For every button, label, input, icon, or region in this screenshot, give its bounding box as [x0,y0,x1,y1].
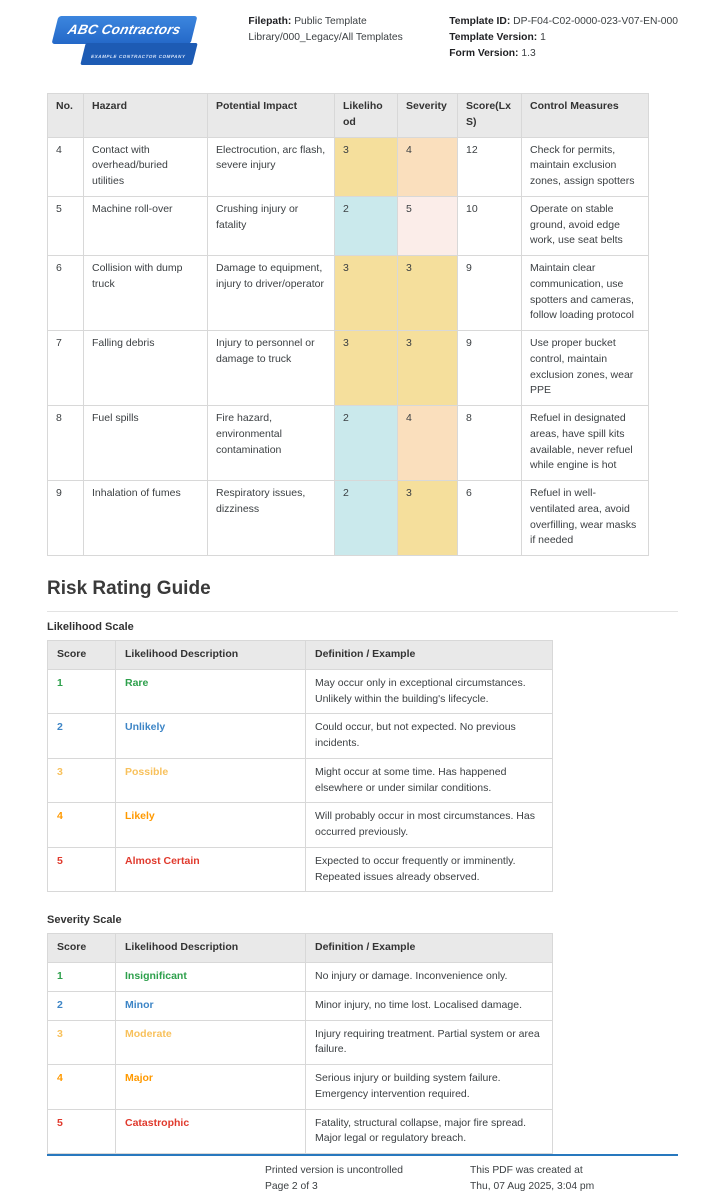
hazard-impact: Injury to personnel or damage to truck [208,331,335,406]
table-row [48,758,553,803]
hazard-controls: Maintain clear communication, use spotters and cameras, follow loading protocol [522,256,649,331]
filepath-label: Filepath: [248,16,292,27]
scale-definition: Could occur, but not expected. No previous incidents. [306,714,553,759]
form-version-value: 1.3 [521,47,536,59]
hazard-controls: Refuel in designated areas, have spill kits available, never refuel while engine is hot [522,406,649,481]
company-logo-banner [52,16,197,44]
hazard-impact: Damage to equipment, injury to driver/operator [208,256,335,331]
scale-definition: No injury or damage. Inconvenience only. [306,963,553,992]
hazard-table-header [48,94,649,138]
scale-score: 3 [48,758,116,803]
hazard-score: 8 [458,406,522,481]
scale-definition: Will probably occur in most circumstances. Has occurred previously. [306,803,553,848]
table-row [48,991,553,1020]
hazard-score: 12 [458,137,522,196]
document-header [47,14,678,77]
header-row [48,934,553,963]
hazard-impact: Electrocution, arc flash, severe injury [208,137,335,196]
hazard-likelihood: 2 [335,481,398,556]
table-row [48,137,649,196]
hazard-no: 6 [48,256,84,331]
hazard-no: 9 [48,481,84,556]
scale-description: Moderate [116,1020,306,1065]
col-likelihood: Likelihood [335,94,398,138]
hazard-name: Machine roll-over [84,196,208,255]
form-version-label: Form Version: [449,47,519,59]
col-score: Score(LxS) [458,94,522,138]
template-version-label: Template Version: [449,31,538,43]
hazard-no: 5 [48,196,84,255]
template-info-block [449,14,678,62]
scale-definition: Injury requiring treatment. Partial system or area failure. [306,1020,553,1065]
hazard-no: 8 [48,406,84,481]
hazard-impact: Fire hazard, environmental contamination [208,406,335,481]
hazard-score: 10 [458,196,522,255]
hazard-name: Inhalation of fumes [84,481,208,556]
hazard-controls: Refuel in well-ventilated area, avoid overfilling, wear masks if needed [522,481,649,556]
scale-description: Possible [116,758,306,803]
hazard-likelihood: 3 [335,137,398,196]
likelihood-scale-header [48,641,553,670]
table-row [48,714,553,759]
scale-definition: Minor injury, no time lost. Localised damage. [306,991,553,1020]
scale-score: 4 [48,803,116,848]
created-at-label: This PDF was created at [470,1165,583,1176]
created-at-timestamp: Thu, 07 Aug 2025, 3:04 pm [470,1180,595,1192]
scale-description: Almost Certain [116,847,306,892]
table-row [48,406,649,481]
table-row [48,331,649,406]
company-tagline-text: EXAMPLE CONTRACTOR COMPANY [90,54,187,59]
hazard-likelihood: 3 [335,331,398,406]
hazard-score: 6 [458,481,522,556]
page-title: Risk Rating Guide [47,578,211,599]
scale-description: Insignificant [116,963,306,992]
hazard-controls: Check for permits, maintain exclusion zones, assign spotters [522,137,649,196]
table-row [48,1020,553,1065]
hazard-impact: Respiratory issues, dizziness [208,481,335,556]
scale-description: Major [116,1065,306,1110]
uncontrolled-note: Printed version is uncontrolled [265,1165,403,1176]
scale-score: 1 [48,963,116,992]
hazard-controls: Use proper bucket control, maintain exclusion zones, wear PPE [522,331,649,406]
hazard-name: Collision with dump truck [84,256,208,331]
col-description: Likelihood Description [116,641,306,670]
severity-scale-table [47,933,553,1154]
likelihood-scale-label: Likelihood Scale [47,621,134,633]
scale-description: Likely [116,803,306,848]
col-score: Score [48,641,116,670]
hazard-no: 7 [48,331,84,406]
section-divider [47,611,678,612]
header-row [48,641,553,670]
hazard-severity: 3 [398,331,458,406]
hazard-score: 9 [458,256,522,331]
table-row [48,669,553,714]
hazard-likelihood: 2 [335,196,398,255]
col-controls: Control Measures [522,94,649,138]
form-version-row [449,46,678,62]
page-number: Page 2 of 3 [265,1180,318,1192]
scale-definition: May occur only in exceptional circumstances. Unlikely within the building's lifecycle. [306,669,553,714]
template-version-value: 1 [540,31,546,43]
col-definition: Definition / Example [306,934,553,963]
scale-definition: Might occur at some time. Has happened elsewhere or under similar conditions. [306,758,553,803]
hazard-likelihood: 3 [335,256,398,331]
scale-score: 3 [48,1020,116,1065]
hazard-severity: 3 [398,481,458,556]
document-footer [47,1154,678,1195]
company-logo [47,14,201,65]
footer-columns [47,1156,678,1195]
hazard-severity: 5 [398,196,458,255]
table-row [48,256,649,331]
table-row [48,1065,553,1110]
scale-score: 4 [48,1065,116,1110]
col-definition: Definition / Example [306,641,553,670]
scale-description: Rare [116,669,306,714]
table-row [48,847,553,892]
hazard-name: Falling debris [84,331,208,406]
hazard-table [47,93,649,556]
hazard-likelihood: 2 [335,406,398,481]
table-row [48,1109,553,1154]
severity-scale-label: Severity Scale [47,914,122,927]
company-name: ABC Contractors [66,22,183,37]
hazard-severity: 3 [398,256,458,331]
company-logo-tagline [80,43,197,65]
header-row [48,94,649,138]
scale-description: Catastrophic [116,1109,306,1154]
template-version-row [449,30,678,46]
footer-left-block [265,1163,470,1195]
likelihood-scale-table [47,640,553,892]
filepath-block [248,14,443,46]
template-id-row [449,14,678,30]
footer-right-block [470,1163,678,1195]
hazard-severity: 4 [398,137,458,196]
table-row [48,196,649,255]
scale-score: 5 [48,1109,116,1154]
scale-description: Unlikely [116,714,306,759]
template-id-value: DP-F04-C02-0000-023-V07-EN-000 [513,16,678,27]
col-severity: Severity [398,94,458,138]
col-hazard: Hazard [84,94,208,138]
hazard-controls: Operate on stable ground, avoid edge work, use seat belts [522,196,649,255]
template-id-label: Template ID: [449,16,511,27]
table-row [48,803,553,848]
scale-score: 2 [48,714,116,759]
table-row [48,481,649,556]
scale-description: Minor [116,991,306,1020]
table-row [48,963,553,992]
scale-score: 5 [48,847,116,892]
scale-definition: Expected to occur frequently or imminently. Repeated issues already observed. [306,847,553,892]
severity-scale-header [48,934,553,963]
filepath-value: Public Template Library/000_Legacy/All Templates [248,16,403,43]
hazard-no: 4 [48,137,84,196]
hazard-impact: Crushing injury or fatality [208,196,335,255]
scale-score: 1 [48,669,116,714]
scale-definition: Fatality, structural collapse, major fire spread. Major legal or regulatory breach. [306,1109,553,1154]
col-no: No. [48,94,84,138]
scale-score: 2 [48,991,116,1020]
hazard-name: Contact with overhead/buried utilities [84,137,208,196]
col-description: Likelihood Description [116,934,306,963]
hazard-score: 9 [458,331,522,406]
hazard-name: Fuel spills [84,406,208,481]
col-score: Score [48,934,116,963]
scale-definition: Serious injury or building system failure. Emergency intervention required. [306,1065,553,1110]
col-impact: Potential Impact [208,94,335,138]
hazard-severity: 4 [398,406,458,481]
